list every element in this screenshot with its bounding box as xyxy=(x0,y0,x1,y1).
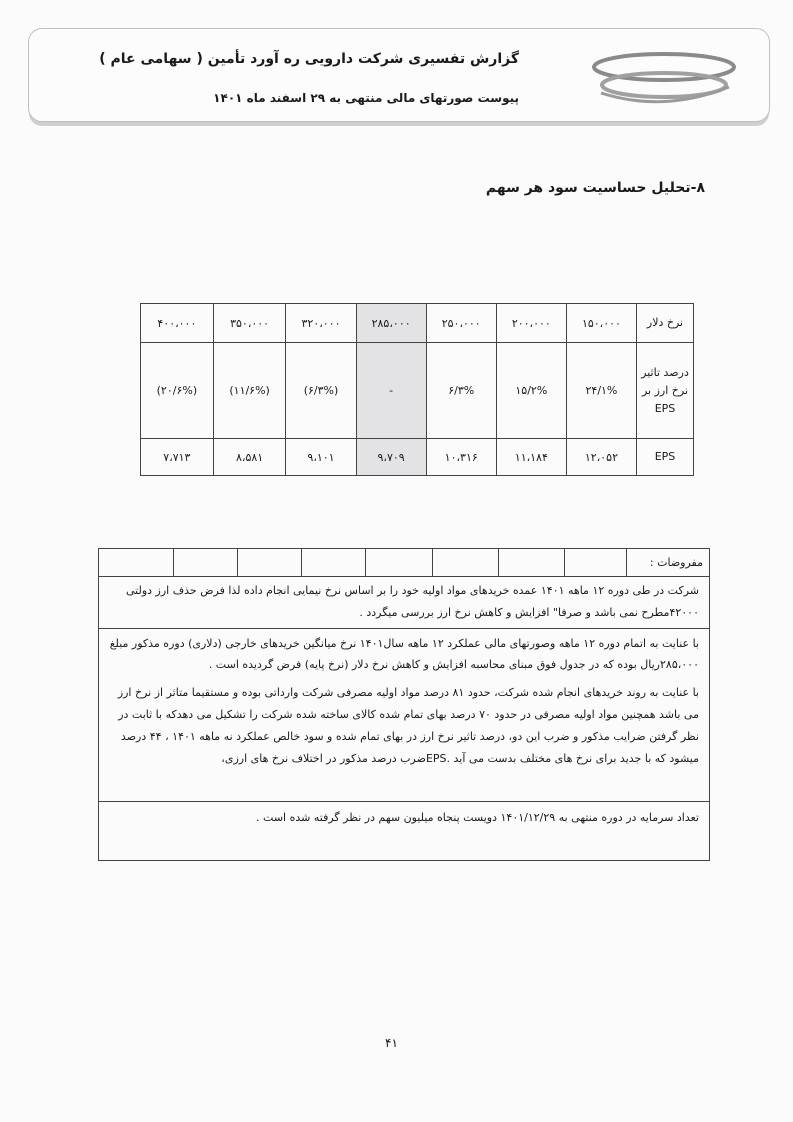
divider xyxy=(99,628,709,629)
assumption-paragraph-1: شرکت در طی دوره ۱۲ ماهه ۱۴۰۱ عمده خریدهای مواد اولیه خود را بر اساس نرخ نیمایی انجام داده لذا فرض حذف ارز دولتی ۴۲۰۰۰مطرح نمی باشد و صرفا" افزایش و کاهش نرخ ارز بررسی میگردد . xyxy=(126,584,699,619)
empty-cell xyxy=(498,549,563,576)
rate-cell: ۲۵۰،۰۰۰ xyxy=(426,304,496,343)
rate-cell: ۳۵۰،۰۰۰ xyxy=(213,304,286,343)
assumption-paragraph-4: تعداد سرمایه در دوره منتهی به ۱۴۰۱/۱۲/۲۹ دویست پنجاه میلیون سهم در نظر گرفته شده است . xyxy=(256,811,699,824)
assumptions-label: مفروضات : xyxy=(626,549,709,576)
impact-cell: (۲۰/۶%) xyxy=(141,343,214,439)
eps-cell: ۷،۷۱۳ xyxy=(141,439,214,476)
report-title: گزارش تفسیری شرکت دارویی ره آورد تأمین ( سهامی عام ) xyxy=(99,51,519,67)
assumption-paragraph-3: با عنایت به روند خریدهای انجام شده شرکت، حدود ۸۱ درصد مواد اولیه مصرفی شرکت وارداتی بوده و مستقیما متاثر از نرخ ارز می باشد همچنین مواد اولیه مصرفی در حدود ۷۰ درصد بهای تمام شده کالای ساخته شده شرکت را تشکیل می دهدکه با ثابت در نظر گرفتن ضرایب مذکور و ضرب این دو، درصد تاثیر نرخ ارز در بهای تمام شده و سود خالص عملکرد نه ماهه ۱۴۰۱ ، ۴۴ درصد میشود که با جدید برای نرخ های مختلف بدست می آید .EPSضرب درصد مذکور در اختلاف نرخ های ارزی، xyxy=(117,686,699,765)
empty-cell xyxy=(99,549,173,576)
eps-sensitivity-table xyxy=(140,303,694,476)
divider xyxy=(99,801,709,802)
impact-cell: ۶/۳% xyxy=(426,343,496,439)
assumptions-header-row xyxy=(99,549,709,577)
empty-cell xyxy=(432,549,498,576)
eps-cell: ۹،۱۰۱ xyxy=(286,439,356,476)
assumptions-box xyxy=(98,548,710,861)
rate-cell: ۳۲۰،۰۰۰ xyxy=(286,304,356,343)
report-header xyxy=(28,28,770,122)
row-label-impact: درصد تاثیر نرخ ارز بر EPS xyxy=(637,343,694,439)
rate-cell: ۱۵۰،۰۰۰ xyxy=(566,304,636,343)
empty-cell xyxy=(365,549,432,576)
empty-cell xyxy=(564,549,626,576)
impact-cell: (۶/۳%) xyxy=(286,343,356,439)
eps-cell-base: ۹،۷۰۹ xyxy=(356,439,426,476)
empty-cell xyxy=(173,549,237,576)
table-row xyxy=(141,343,694,439)
rate-cell-base: ۲۸۵،۰۰۰ xyxy=(356,304,426,343)
row-label-rate: نرخ دلار xyxy=(637,304,694,343)
table-row xyxy=(141,304,694,343)
page-number: ۴۱ xyxy=(385,1036,398,1050)
impact-cell: ۱۵/۲% xyxy=(496,343,566,439)
report-subtitle: پیوست صورتهای مالی منتهی به ۲۹ اسفند ماه ۱۴۰۱ xyxy=(213,91,519,105)
company-logo-icon xyxy=(579,43,749,109)
rate-cell: ۴۰۰،۰۰۰ xyxy=(141,304,214,343)
empty-cell xyxy=(237,549,300,576)
impact-cell: (۱۱/۶%) xyxy=(213,343,286,439)
empty-cell xyxy=(301,549,365,576)
row-label-eps: EPS xyxy=(637,439,694,476)
assumption-paragraph-2: با عنایت به اتمام دوره ۱۲ ماهه وصورتهای مالی عملکرد ۱۲ ماهه سال۱۴۰۱ نرخ میانگین خریدهای خارجی (دلاری) دوره مذکور مبلغ ۲۸۵،۰۰۰ریال بوده که در جدول فوق مبنای محاسبه افزایش و کاهش نرخ دلار (نرخ پایه) فرض گردیده است . xyxy=(109,637,699,671)
eps-cell: ۸،۵۸۱ xyxy=(213,439,286,476)
impact-cell-base: - xyxy=(356,343,426,439)
rate-cell: ۲۰۰،۰۰۰ xyxy=(496,304,566,343)
section-title: ۸-تحلیل حساسیت سود هر سهم xyxy=(485,180,705,196)
eps-cell: ۱۱،۱۸۴ xyxy=(496,439,566,476)
eps-cell: ۱۲،۰۵۲ xyxy=(566,439,636,476)
impact-cell: ۲۴/۱% xyxy=(566,343,636,439)
eps-cell: ۱۰،۳۱۶ xyxy=(426,439,496,476)
table-row xyxy=(141,439,694,476)
